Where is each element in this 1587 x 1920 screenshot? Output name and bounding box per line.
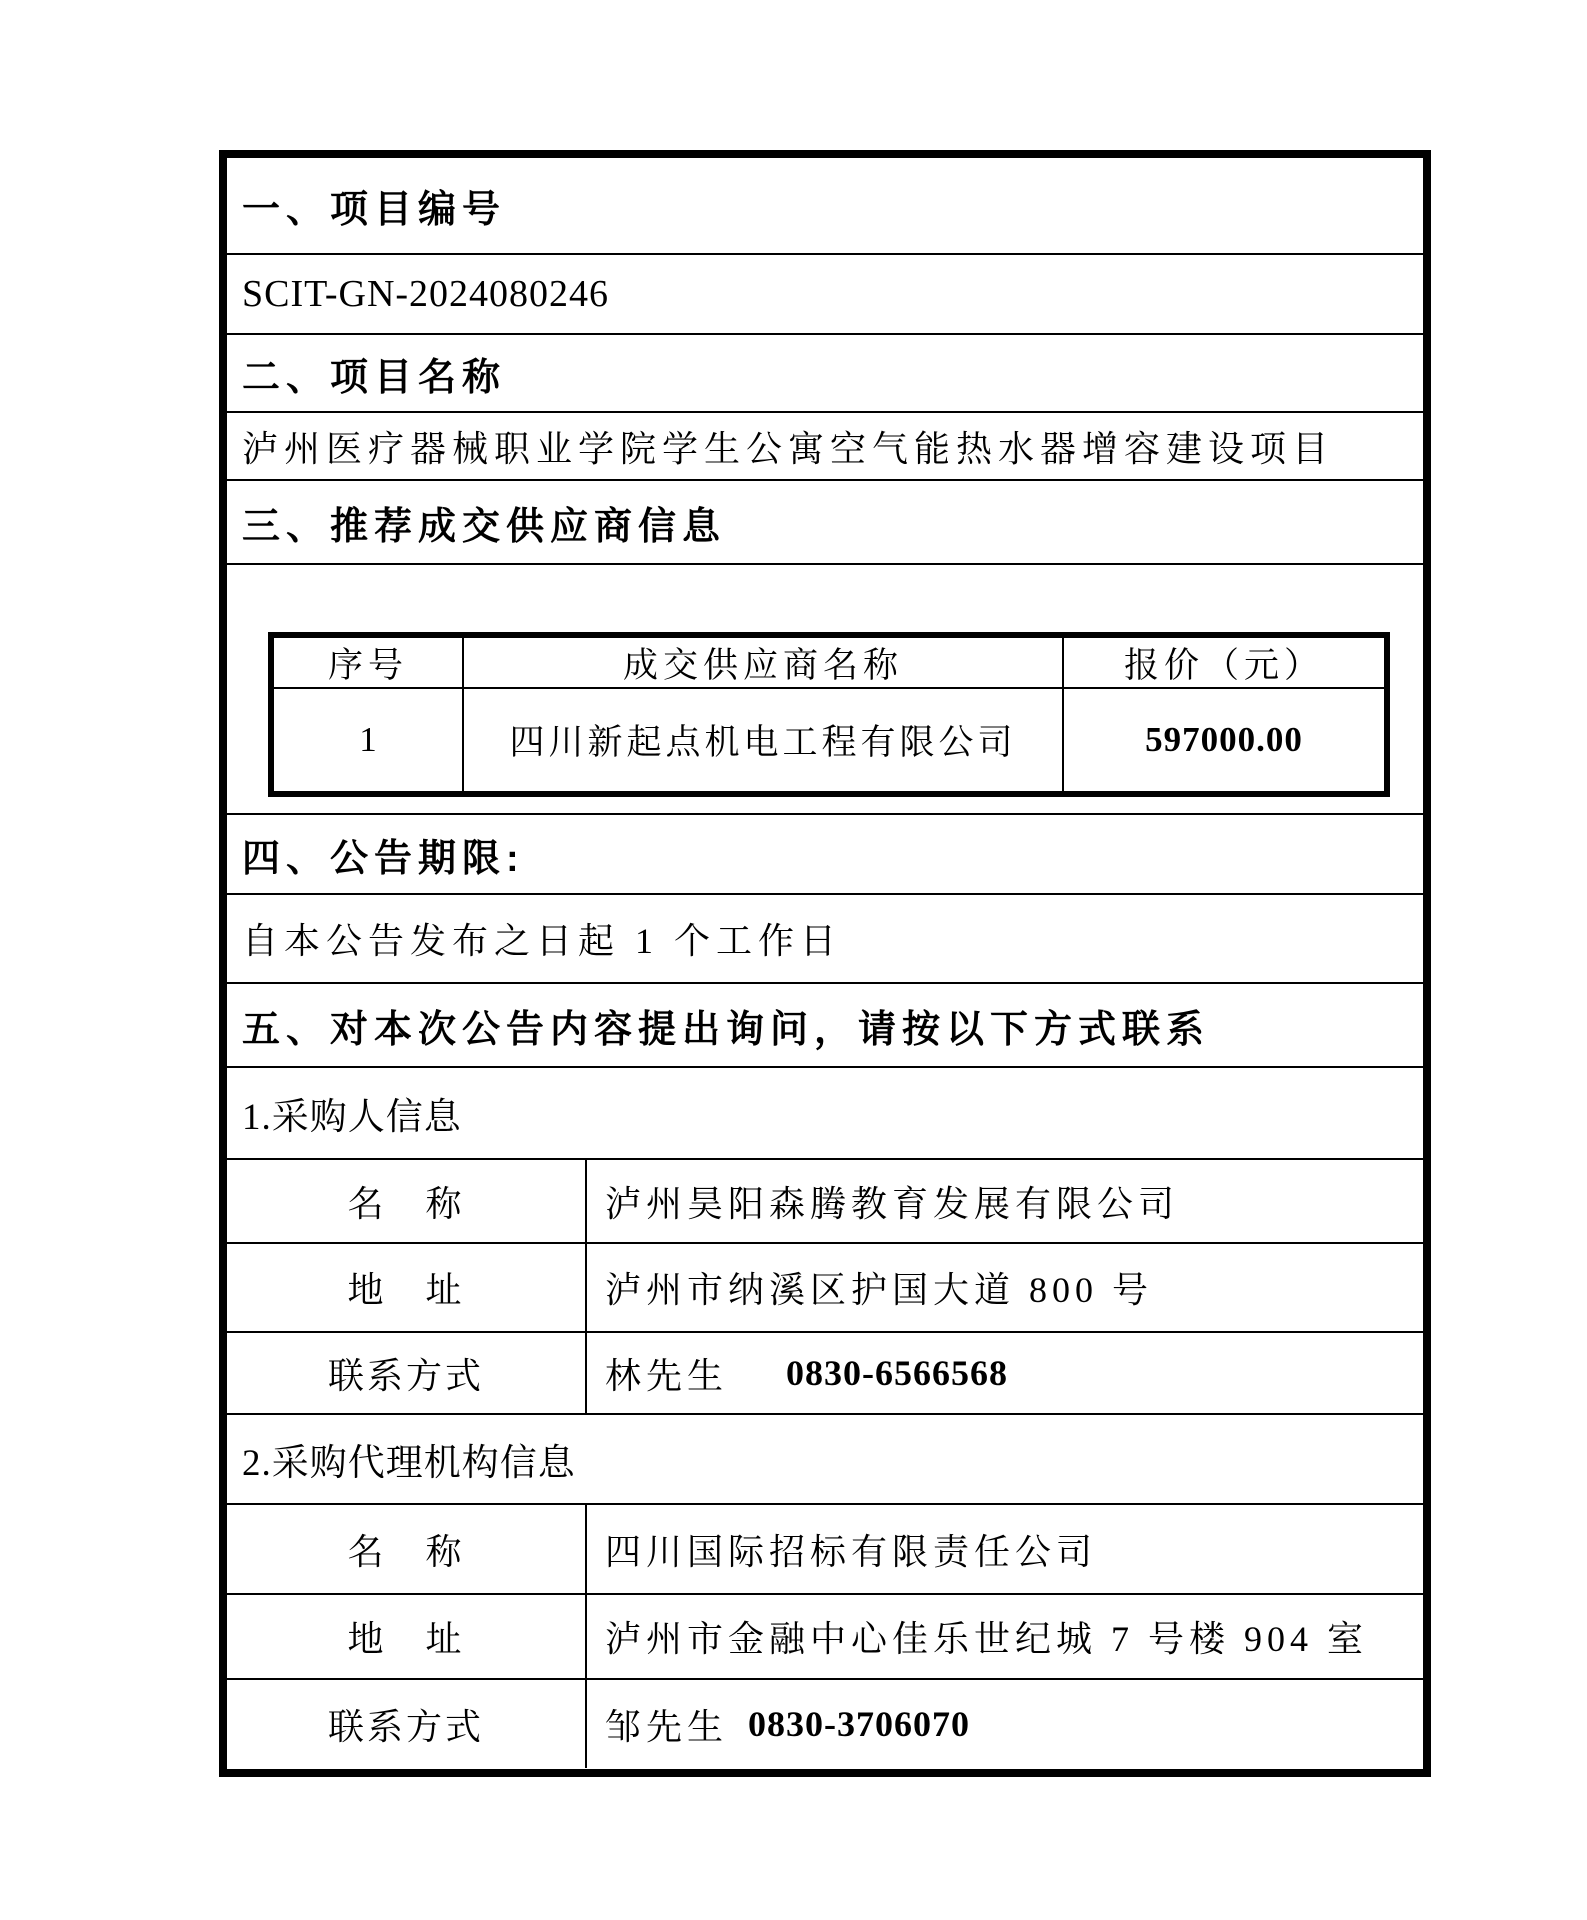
section2-title: 二、项目名称: [227, 335, 1423, 413]
agency-address-value: 泸州市金融中心佳乐世纪城 7 号楼 904 室: [605, 1619, 1369, 1659]
agency-name-label: 名 称: [227, 1505, 587, 1593]
agency-name-value: 四川国际招标有限责任公司: [605, 1531, 1098, 1572]
supplier-price: 597000.00: [1145, 720, 1303, 759]
agency-contact-value: [587, 1680, 1423, 1768]
agency-contact-phone: 0830-3706070: [748, 1704, 971, 1744]
project-name: 泸州医疗器械职业学院学生公寓空气能热水器增容建设项目: [227, 413, 1423, 481]
section1-title: 一、项目编号: [227, 158, 1423, 255]
agency-name-row: [227, 1505, 1423, 1595]
purchaser-contact-value: [587, 1333, 1423, 1413]
agency-address-label: 地 址: [227, 1595, 587, 1678]
agency-heading: 2.采购代理机构信息: [227, 1415, 1423, 1505]
purchaser-contact-person: 林先生: [605, 1355, 729, 1396]
purchaser-contact-phone: 0830-6566568: [786, 1353, 1009, 1393]
purchaser-name-label: 名 称: [227, 1160, 587, 1242]
purchaser-address-value: 泸州市纳溪区护国大道 800 号: [605, 1270, 1154, 1310]
purchaser-contact-label: 联系方式: [227, 1333, 587, 1413]
col-header-no: 序号: [274, 638, 464, 687]
col-header-name: 成交供应商名称: [464, 638, 1064, 687]
section3-title: 三、推荐成交供应商信息: [227, 481, 1423, 565]
col-header-price: 报价（元）: [1123, 645, 1324, 685]
agency-contact-label: 联系方式: [227, 1680, 587, 1768]
agency-address-row: [227, 1595, 1423, 1680]
project-number: SCIT-GN-2024080246: [227, 255, 1423, 335]
section4-title: 四、公告期限:: [227, 815, 1423, 895]
supplier-no: 1: [274, 689, 464, 791]
purchaser-name-value: 泸州昊阳森腾教育发展有限公司: [605, 1183, 1180, 1224]
purchaser-name-row: [227, 1160, 1423, 1244]
supplier-table-container: [227, 565, 1423, 815]
purchaser-address-label: 地 址: [227, 1244, 587, 1331]
supplier-table-row: [274, 689, 1384, 791]
agency-contact-row: [227, 1680, 1423, 1768]
announcement-period: 自本公告发布之日起 1 个工作日: [227, 895, 1423, 984]
announcement-table: [219, 150, 1431, 1777]
section5-title: 五、对本次公告内容提出询问，请按以下方式联系: [227, 984, 1423, 1068]
purchaser-address-row: [227, 1244, 1423, 1333]
purchaser-contact-row: [227, 1333, 1423, 1415]
purchaser-heading: 1.采购人信息: [227, 1068, 1423, 1160]
agency-contact-person: 邹先生: [605, 1706, 729, 1747]
supplier-table: [268, 632, 1390, 797]
supplier-name: 四川新起点机电工程有限公司: [464, 689, 1064, 791]
supplier-table-header-row: [274, 638, 1384, 689]
